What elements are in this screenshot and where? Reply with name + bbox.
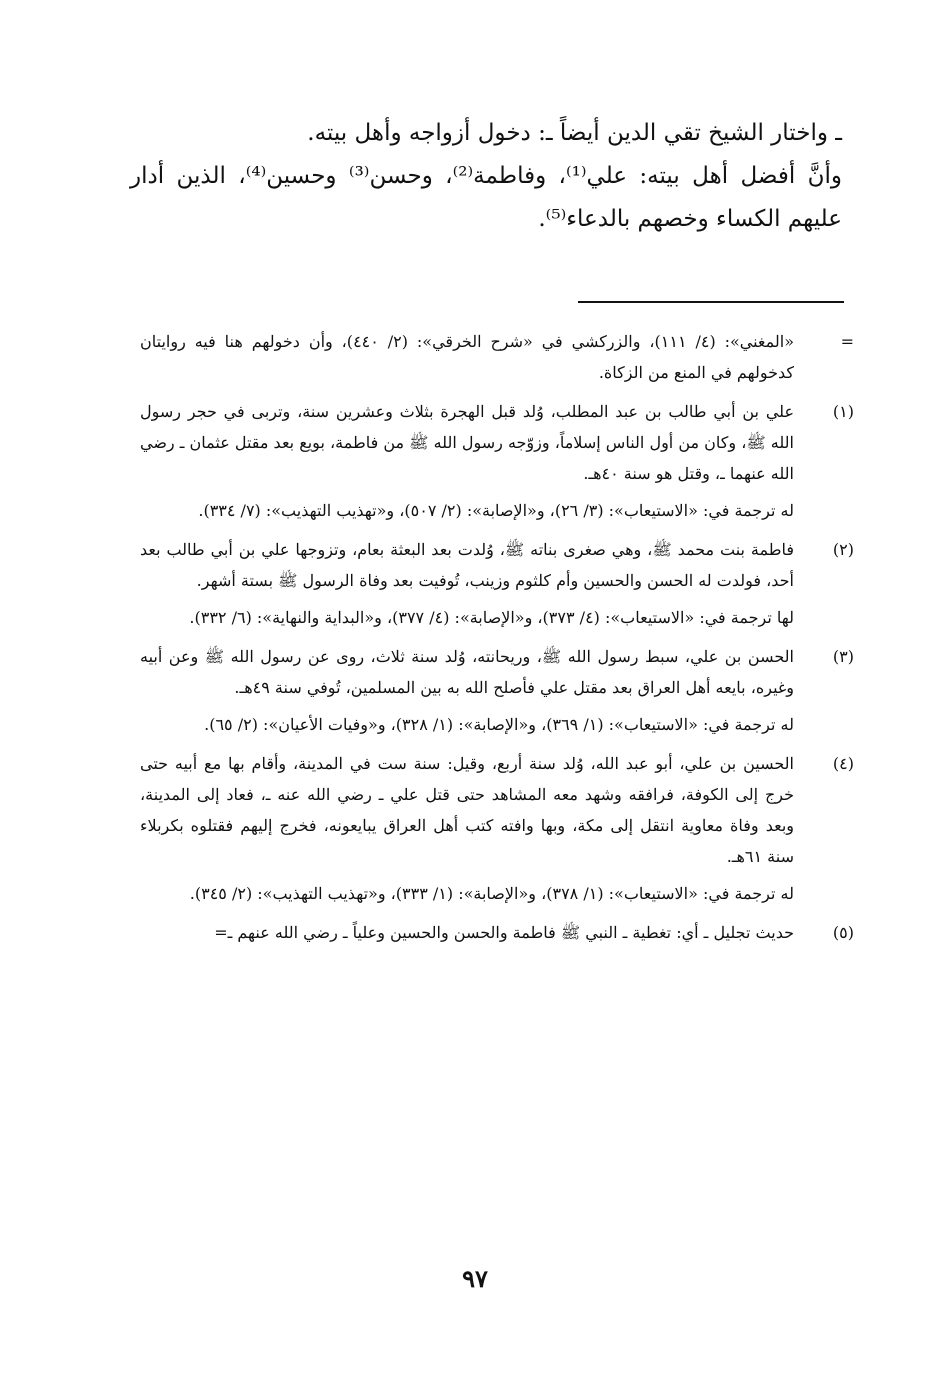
main-text [130,112,842,241]
footnote-marker: (٣) [832,647,854,666]
footnote-1 [140,396,854,526]
footnote-marker: (٥) [832,923,854,942]
footnote-marker: = [840,332,854,351]
footnote-3 [140,641,854,740]
footnote-divider [578,301,844,303]
footnote-marker: (٢) [832,540,854,559]
footnote-marker: (٤) [832,754,854,773]
footnote-4 [140,748,854,909]
footnote-refs: له ترجمة في: «الاستيعاب»: (١/ ٣٧٨)، و«الإصابة»: (١/ ٣٣٣)، و«تهذيب التهذيب»: (٢/ ٣٤٥). [189,884,794,903]
footnote-refs: له ترجمة في: «الاستيعاب»: (٣/ ٢٦)، و«الإصابة»: (٢/ ٥٠٧)، و«تهذيب التهذيب»: (٧/ ٣٣٤). [198,501,794,520]
footnote-refs: لها ترجمة في: «الاستيعاب»: (٤/ ٣٧٣)، و«الإصابة»: (٤/ ٣٧٧)، و«البداية والنهاية»: (٦/ ٣٣٢). [189,608,794,627]
footnote-text: الحسن بن علي، سبط رسول الله ﷺ، وريحانته، وُلد سنة ثلاث، روى عن رسول الله ﷺ وعن أبيه وغيره، بايعه أهل العراق بعد مقتل علي فأصلح الله به بين المسلمين، تُوفي سنة ٤٩هـ. [140,647,794,697]
footnote-2 [140,534,854,633]
footnote-continuation [140,326,854,388]
main-paragraph: ـ واختار الشيخ تقي الدين أيضاً ـ: دخول أزواجه وأهل بيته. [307,120,842,146]
page-number: ٩٧ [462,1264,488,1293]
footnote-text: الحسين بن علي، أبو عبد الله، وُلد سنة أربع، وقيل: سنة ست في المدينة، وأقام بها مع أبيه حتى خرج إلى الكوفة، فرافقه وشهد معه المشاهد حتى قتل علي ـ رضي الله عنه ـ، فعاد إلى المدينة، وبعد وفاة معاوية انتقل إلى مكة، وبها وافته كتب أهل العراق يبايعونه، فخرج إليهم فقتلوه بكربلاء سنة ٦١هـ. [140,754,795,866]
footnotes [140,326,854,956]
footnote-text: «المغني»: (٤/ ١١١)، والزركشي في «شرح الخرقي»: (٢/ ٤٤٠)، وأن دخولهم هنا فيه روايتان كدخولهم في المنع من الزكاة. [140,332,795,382]
footnote-text: علي بن أبي طالب بن عبد المطلب، وُلد قبل الهجرة بثلاث وعشرين سنة، وتربى في حجر رسول الله ﷺ، وكان من أول الناس إسلاماً، وزوّجه رسول الله ﷺ من فاطمة، بويع بعد مقتل عثمان ـ رضي الله عنهما ـ، وقتل هو سنة ٤٠هـ. [140,402,794,483]
footnote-text: فاطمة بنت محمد ﷺ، وهي صغرى بناته ﷺ، وُلدت بعد البعثة بعام، وتزوجها علي بن أبي طالب بعد أحد، فولدت له الحسن والحسين وأم كلثوم وزينب، تُوفيت بعد وفاة الرسول ﷺ بستة أشهر. [140,540,794,590]
footnote-refs: له ترجمة في: «الاستيعاب»: (١/ ٣٦٩)، و«الإصابة»: (١/ ٣٢٨)، و«وفيات الأعيان»: (٢/ ٦٥). [204,715,794,734]
footnote-marker: (١) [832,402,854,421]
footnote-5 [140,917,854,948]
main-paragraph: وأنَّ أفضل أهل بيته: علي⁽¹⁾، وفاطمة⁽²⁾، وحسن⁽³⁾ وحسين⁽⁴⁾، الذين أدار عليهم الكساء وخصهم بالدعاء⁽⁵⁾. [130,163,842,232]
footnote-text: حديث تجليل ـ أي: تغطية ـ النبي ﷺ فاطمة والحسن والحسين وعلياً ـ رضي الله عنهم ـ= [214,923,794,942]
